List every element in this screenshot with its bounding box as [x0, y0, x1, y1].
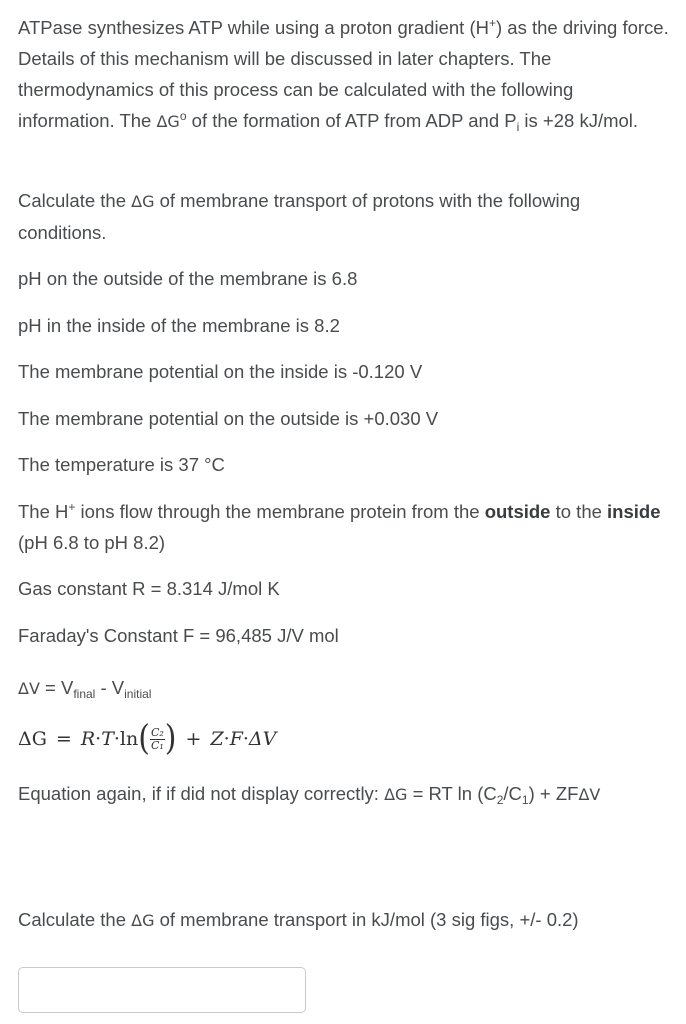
question-prompt: Calculate the ΔG of membrane transport in kJ/mol (3 sig figs, +/- 0.2) [18, 909, 579, 930]
condition-ph-outside: pH on the outside of the membrane is 6.8 [18, 268, 358, 289]
flow-paragraph: The H+ ions flow through the membrane protein from the outside to the inside (pH 6.8 to pH 8.2) [18, 500, 661, 553]
condition-temperature: The temperature is 37 °C [18, 454, 225, 475]
fallback-equation: Equation again, if if did not display correctly: ΔG = RT $\ln (C_2/C_1) + ZF\Delta V$ [18, 783, 601, 807]
task-paragraph: Calculate the ΔG of membrane transport of protons with the following conditions. [18, 190, 581, 243]
condition-potential-outside: The membrane potential on the outside is +0.030 V [18, 408, 439, 429]
answer-input[interactable] [18, 967, 306, 1013]
condition-potential-inside: The membrane potential on the inside is -0.120 V [18, 361, 423, 382]
delta-v-definition: $\Delta V = V_{final} - V_{initial}$ [18, 677, 152, 701]
faraday-constant: Faraday's Constant F = 96,485 J/V mol [18, 625, 339, 646]
gas-constant: Gas constant R = 8.314 J/mol K [18, 578, 280, 599]
intro-paragraph: ATPase synthesizes ATP while using a proton gradient (H+) as the driving force. Details of this mechanism will be discussed in later chapters. The thermodynamics of this process can be calculated with the following information. The $\Delta G^o$ of the formation of ATP from ADP and $P_i$ is +28 kJ/mol. [18, 16, 669, 134]
delta-g-equation: ΔG = R · T · ln ( $\frac{\text{C₂}}{\text{C₁}}$ ) + Z · F · ΔV [18, 718, 277, 759]
concentration-ratio: $\frac{\text{C₂}}{\text{C₁}}$ [150, 725, 164, 752]
condition-ph-inside: pH in the inside of the membrane is 8.2 [18, 315, 340, 336]
